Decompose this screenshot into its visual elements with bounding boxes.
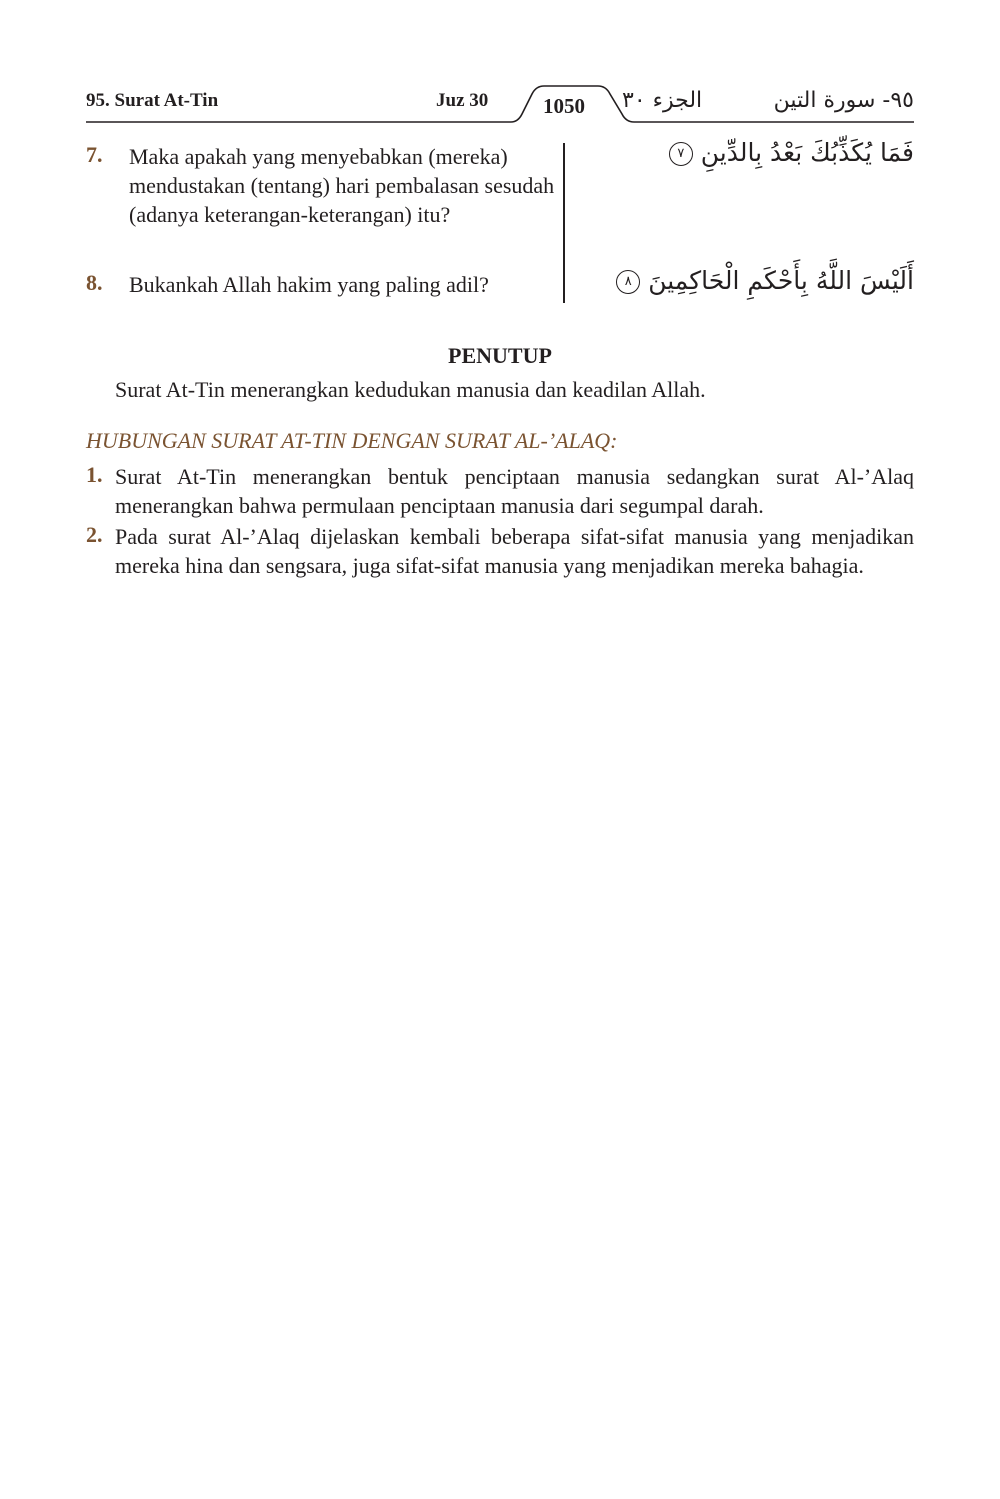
list-item-number: 2.	[86, 522, 103, 547]
verse-number: 8.	[86, 270, 103, 295]
ayah-marker-icon: ٨	[616, 270, 640, 294]
verse-arabic-text: فَمَا يُكَذِّبُكَ بَعْدُ بِالدِّينِ	[700, 138, 914, 167]
verse-arabic	[612, 266, 914, 295]
list-item-number: 1.	[86, 462, 103, 487]
verse-arabic-text: أَلَيْسَ اللَّهُ بِأَحْكَمِ الْحَاكِمِينَ	[648, 266, 914, 295]
penutup-heading: PENUTUP	[448, 343, 552, 368]
list-item-text: Surat At-Tin menerangkan bentuk penciptaan manusia sedangkan surat Al-’Alaq menerangkan bahwa permulaan penciptaan manusia dari segumpal darah.	[115, 464, 914, 518]
juz-label-latin: Juz 30	[436, 90, 489, 111]
list-item-text: Pada surat Al-’Alaq dijelaskan kembali beberapa sifat-sifat manusia yang menjadikan mereka hina dan sengsara, juga sifat-sifat manusia yang menjadikan mereka bahagia.	[115, 524, 914, 578]
penutup-text: Surat At-Tin menerangkan kedudukan manusia dan keadilan Allah.	[115, 377, 706, 402]
verse-arabic	[665, 138, 914, 167]
hubungan-heading: HUBUNGAN SURAT AT-TIN DENGAN SURAT AL-’ALAQ:	[86, 428, 618, 453]
verse-translation: Bukankah Allah hakim yang paling adil?	[129, 272, 489, 297]
verse-number: 7.	[86, 142, 103, 167]
juz-label-arabic: الجزء ٣٠	[622, 88, 703, 113]
surah-title-arabic: ٩٥- سورة التين	[773, 88, 914, 113]
ayah-marker-icon: ٧	[669, 142, 693, 166]
surah-title-latin: 95. Surat At-Tin	[86, 90, 219, 111]
column-divider	[563, 143, 565, 303]
verse-translation: Maka apakah yang menyebabkan (mereka) mendustakan (tentang) hari pembalasan sesudah (adanya keterangan-keterangan) itu?	[129, 144, 555, 227]
page-header	[86, 84, 914, 128]
page-number: 1050	[543, 94, 585, 118]
